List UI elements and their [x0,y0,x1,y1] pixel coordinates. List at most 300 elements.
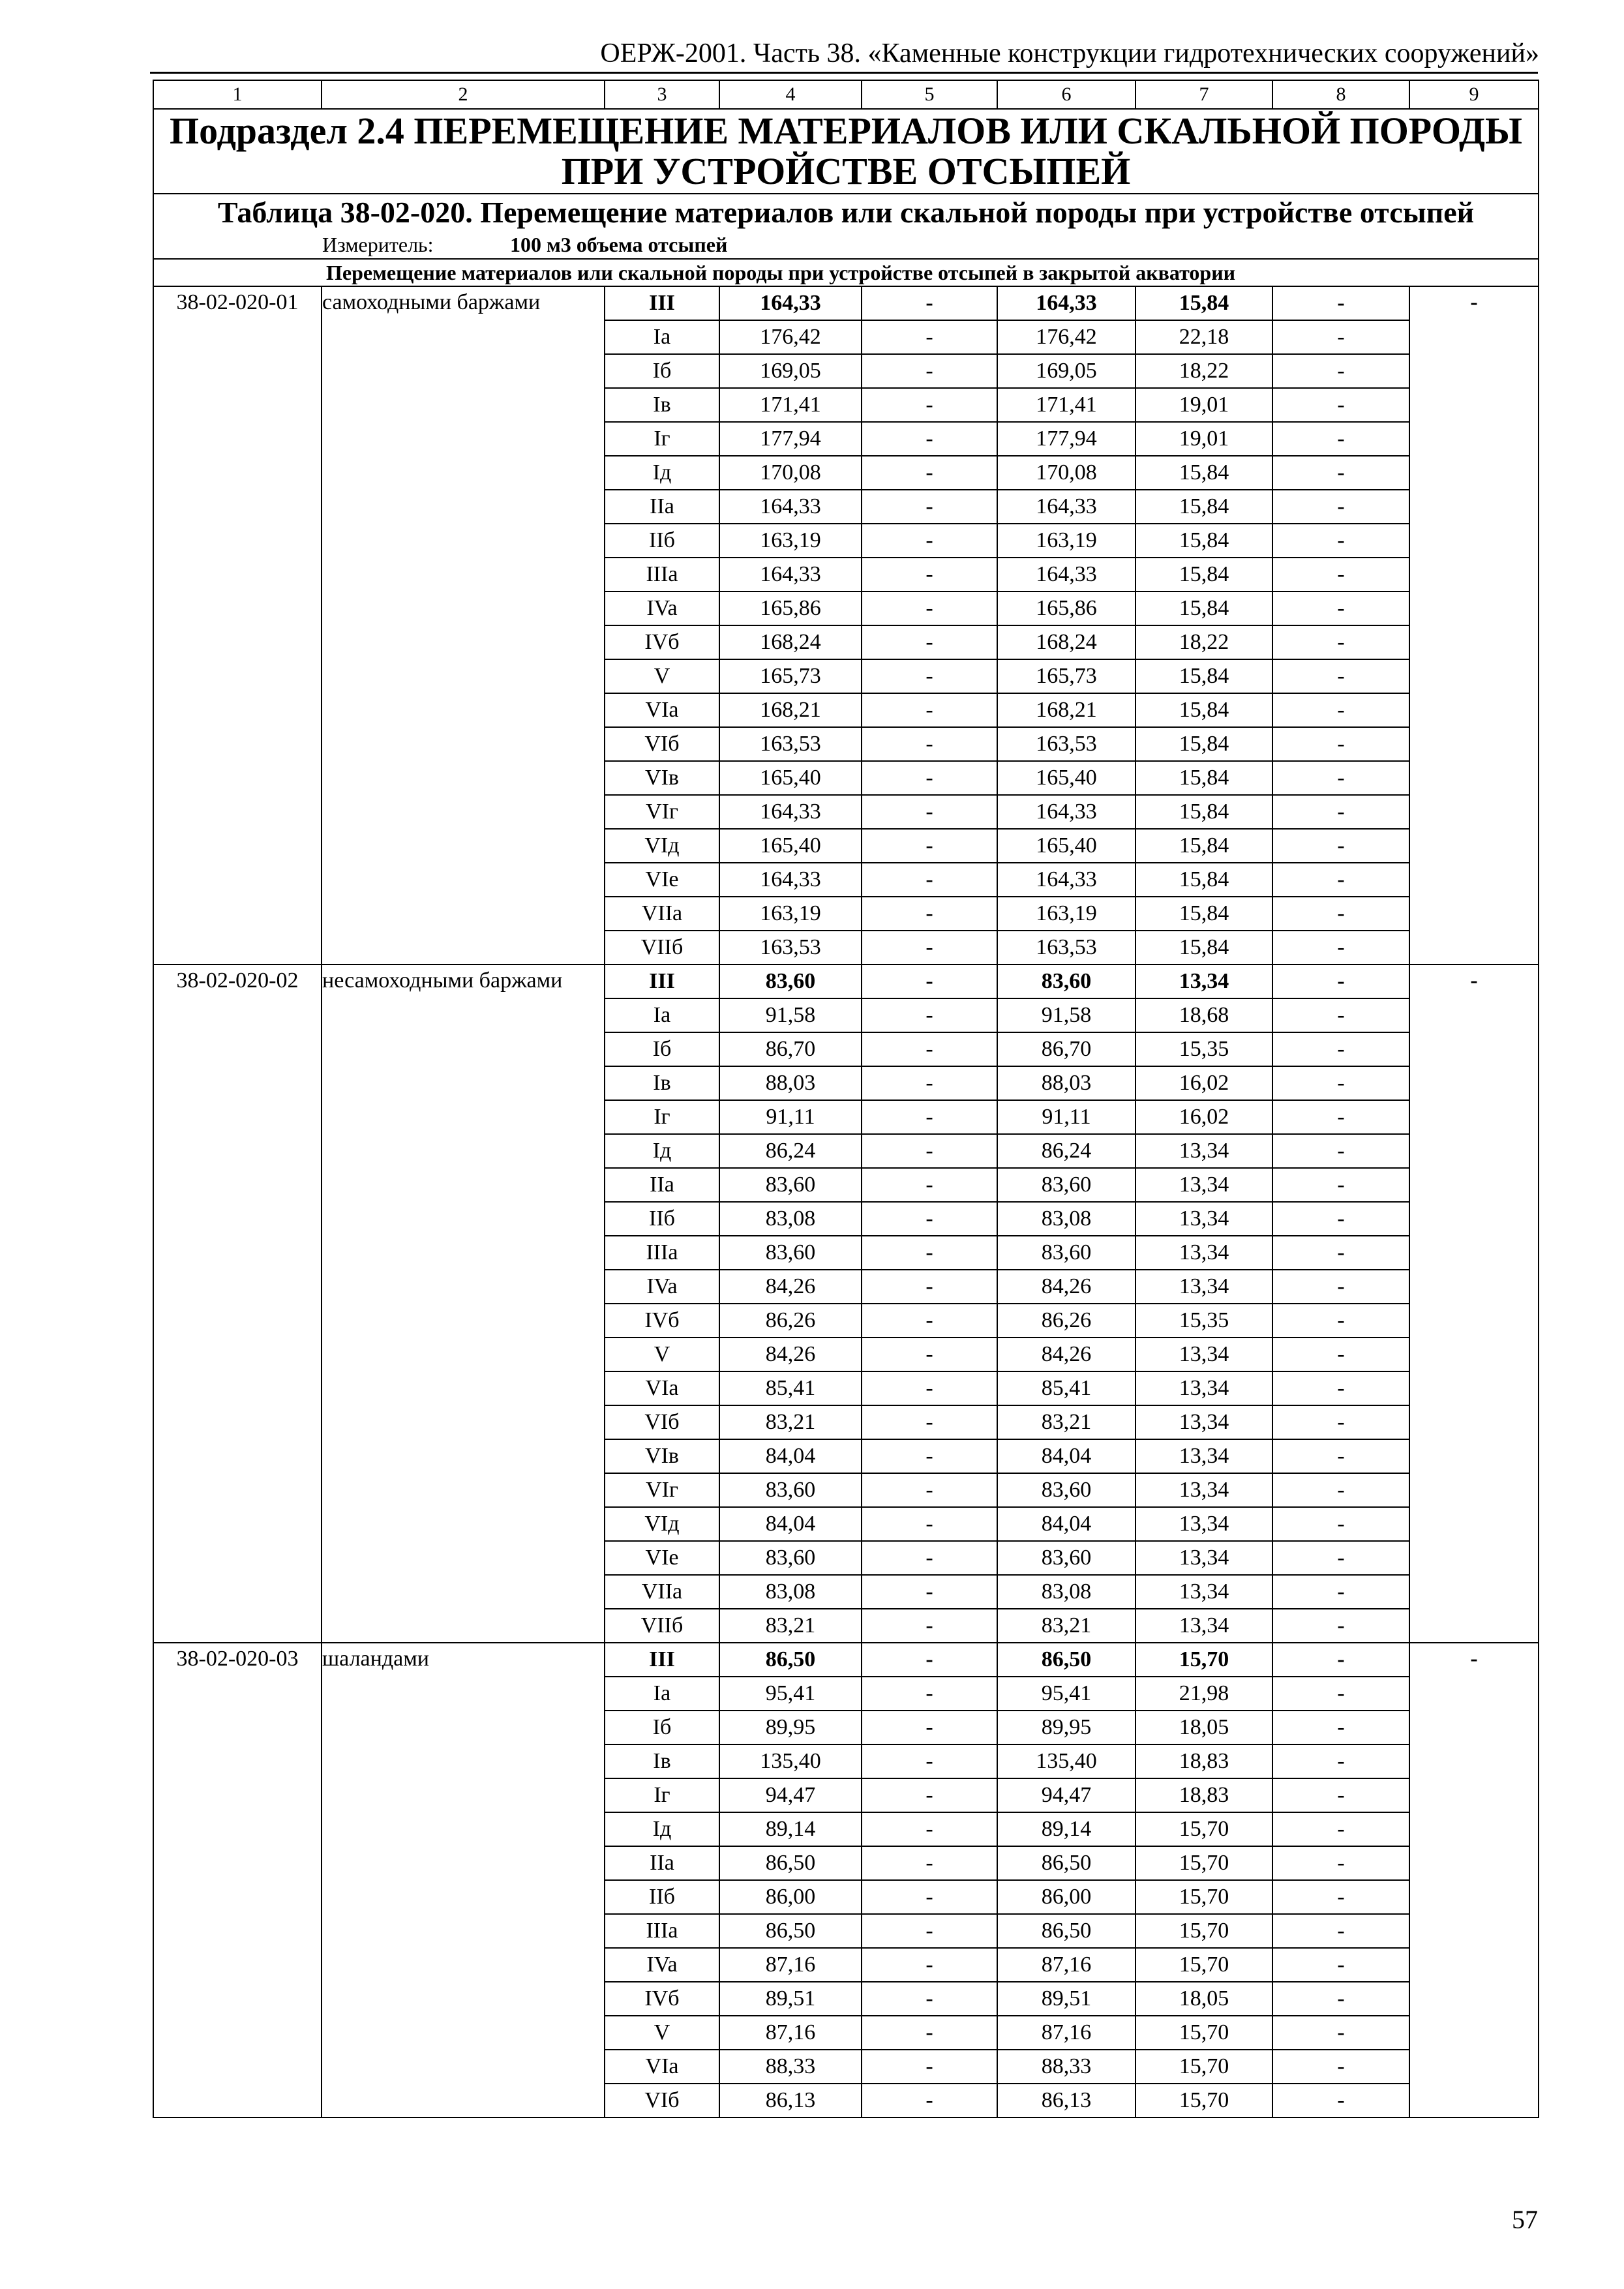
machine-cost: 165,86 [997,591,1135,625]
materials-cost: - [1272,1541,1409,1575]
labor-cost: - [862,1371,997,1405]
operator-wage: 13,34 [1135,1202,1272,1236]
machine-cost: 86,00 [997,1880,1135,1914]
table-title: Таблица 38-02-020. Перемещение материалов или скальной породы при устройстве отсыпей [153,194,1539,231]
materials-cost: - [1272,1575,1409,1609]
materials-cost: - [1272,1066,1409,1100]
materials-cost: - [1272,1270,1409,1304]
operator-wage: 18,05 [1135,1982,1272,2016]
machine-cost: 83,60 [997,1168,1135,1202]
soil-category: VIб [605,727,719,761]
machine-cost: 171,41 [997,388,1135,422]
total-cost: 163,53 [719,931,862,965]
total-cost: 83,60 [719,1168,862,1202]
machine-cost: 164,33 [997,490,1135,524]
total-cost: 89,95 [719,1711,862,1744]
operator-wage: 15,70 [1135,2050,1272,2084]
soil-category: IVб [605,1304,719,1338]
soil-category: Iг [605,1778,719,1812]
labor-cost: - [862,693,997,727]
total-cost: 86,50 [719,1846,862,1880]
machine-cost: 163,53 [997,727,1135,761]
labor-cost: - [862,1270,997,1304]
materials-cost: - [1272,320,1409,354]
unit-value: 100 м3 объема отсыпей [510,233,728,256]
soil-category: Iб [605,1711,719,1744]
total-cost: 163,19 [719,524,862,558]
soil-category: IIб [605,524,719,558]
rate-code: 38-02-020-02 [153,965,322,1643]
rate-code: 38-02-020-01 [153,286,322,965]
total-cost: 95,41 [719,1677,862,1711]
total-cost: 86,26 [719,1304,862,1338]
soil-category: Iв [605,388,719,422]
soil-category: VIa [605,693,719,727]
header-rule [150,72,1538,74]
total-cost: 83,21 [719,1405,862,1439]
total-cost: 170,08 [719,456,862,490]
machine-cost: 164,33 [997,863,1135,897]
operator-wage: 18,68 [1135,998,1272,1032]
labor-cost: - [862,1948,997,1982]
machine-cost: 91,11 [997,1100,1135,1134]
soil-category: Iг [605,422,719,456]
labor-cost: - [862,1439,997,1473]
total-cost: 171,41 [719,388,862,422]
machine-cost: 135,40 [997,1744,1135,1778]
labor-cost: - [862,286,997,320]
materials-cost: - [1272,1677,1409,1711]
labor-cost: - [862,2084,997,2117]
machine-cost: 94,47 [997,1778,1135,1812]
soil-category: IIIa [605,1236,719,1270]
materials-cost: - [1272,1778,1409,1812]
materials-cost: - [1272,1711,1409,1744]
soil-category: Ia [605,1677,719,1711]
soil-category: IVб [605,625,719,659]
materials-cost: - [1272,795,1409,829]
operator-wage: 15,84 [1135,456,1272,490]
labor-cost: - [862,727,997,761]
materials-cost: - [1272,1134,1409,1168]
labor-cost: - [862,354,997,388]
soil-category: VIв [605,1439,719,1473]
labor-cost: - [862,829,997,863]
total-cost: 86,50 [719,1643,862,1677]
total-cost: 164,33 [719,795,862,829]
soil-category: Iд [605,1812,719,1846]
operator-wage: 13,34 [1135,1609,1272,1643]
total-cost: 163,19 [719,897,862,931]
materials-cost: - [1272,490,1409,524]
operator-wage: 15,84 [1135,727,1272,761]
operator-wage: 15,84 [1135,863,1272,897]
soil-category: IIб [605,1880,719,1914]
rate-name: самоходными баржами [322,286,605,965]
page-number: 57 [1512,2205,1538,2234]
labor-cost: - [862,1744,997,1778]
soil-category: V [605,2016,719,2050]
soil-category: IIa [605,1168,719,1202]
materials-cost: - [1272,558,1409,591]
materials-cost: - [1272,659,1409,693]
machine-cost: 165,40 [997,761,1135,795]
column-number: 9 [1409,80,1539,109]
table-row [153,1643,1539,1677]
materials-cost: - [1272,1880,1409,1914]
soil-category: VIa [605,2050,719,2084]
operator-wage: 22,18 [1135,320,1272,354]
labor-cost: - [862,591,997,625]
soil-category: VIд [605,1507,719,1541]
materials-cost: - [1272,1236,1409,1270]
labor-cost: - [862,1643,997,1677]
labor-cost: - [862,1338,997,1371]
machine-cost: 165,73 [997,659,1135,693]
machine-cost: 163,19 [997,524,1135,558]
machine-cost: 88,03 [997,1066,1135,1100]
machine-cost: 86,50 [997,1846,1135,1880]
materials-cost: - [1272,1371,1409,1405]
total-cost: 164,33 [719,490,862,524]
machine-cost: 177,94 [997,422,1135,456]
total-cost: 83,08 [719,1575,862,1609]
operator-wage: 13,34 [1135,1270,1272,1304]
operator-wage: 15,84 [1135,659,1272,693]
labor-cost: - [862,1914,997,1948]
operator-wage: 15,84 [1135,558,1272,591]
total-cost: 86,00 [719,1880,862,1914]
materials-cost: - [1272,591,1409,625]
soil-category: VIб [605,2084,719,2117]
operator-wage: 15,35 [1135,1304,1272,1338]
labor-cost: - [862,1609,997,1643]
materials-cost: - [1272,1914,1409,1948]
machine-cost: 86,13 [997,2084,1135,2117]
labor-cost: - [862,1032,997,1066]
soil-category: Iб [605,354,719,388]
materials-cost: - [1272,1100,1409,1134]
labor-cost: - [862,863,997,897]
materials-cost: - [1272,931,1409,965]
machine-cost: 89,51 [997,1982,1135,2016]
operator-wage: 15,84 [1135,693,1272,727]
soil-category: VIIб [605,931,719,965]
total-cost: 86,70 [719,1032,862,1066]
soil-category: Ia [605,998,719,1032]
labor-cost: - [862,1846,997,1880]
labor-cost: - [862,490,997,524]
section-title: Перемещение материалов или скальной породы при устройстве отсыпей в закрытой акватории [326,261,1236,284]
operator-wage: 15,84 [1135,931,1272,965]
table-title-row [153,194,1539,231]
materials-cost: - [1272,1202,1409,1236]
machine-cost: 168,24 [997,625,1135,659]
column-number-row [153,80,1539,109]
operator-wage: 13,34 [1135,1371,1272,1405]
operator-wage: 15,84 [1135,795,1272,829]
soil-category: V [605,1338,719,1371]
total-cost: 83,60 [719,965,862,998]
total-cost: 87,16 [719,1948,862,1982]
labor-cost: - [862,795,997,829]
total-cost: 169,05 [719,354,862,388]
operator-wage: 15,84 [1135,897,1272,931]
machine-cost: 169,05 [997,354,1135,388]
machine-cost: 84,04 [997,1507,1135,1541]
total-cost: 168,24 [719,625,862,659]
operator-wage: 13,34 [1135,1575,1272,1609]
column-number: 4 [719,80,862,109]
materials-cost: - [1272,1643,1409,1677]
materials-cost: - [1272,693,1409,727]
machine-cost: 89,14 [997,1812,1135,1846]
total-cost: 165,86 [719,591,862,625]
labor-cost: - [862,1812,997,1846]
operator-wage: 15,84 [1135,286,1272,320]
machine-cost: 83,60 [997,965,1135,998]
labor-cost: - [862,388,997,422]
materials-cost: - [1272,625,1409,659]
total-cost: 177,94 [719,422,862,456]
total-cost: 84,04 [719,1507,862,1541]
total-cost: 165,40 [719,829,862,863]
operator-wage: 15,84 [1135,829,1272,863]
operator-wage: 15,70 [1135,1643,1272,1677]
operator-wage: 19,01 [1135,388,1272,422]
machine-cost: 86,70 [997,1032,1135,1066]
materials-cost: - [1272,354,1409,388]
column-9-value: - [1409,1643,1539,2117]
materials-cost: - [1272,422,1409,456]
operator-wage: 18,83 [1135,1778,1272,1812]
materials-cost: - [1272,388,1409,422]
operator-wage: 19,01 [1135,422,1272,456]
machine-cost: 95,41 [997,1677,1135,1711]
column-number: 8 [1272,80,1409,109]
soil-category: IIб [605,1202,719,1236]
soil-category: Iв [605,1066,719,1100]
soil-category: VIIa [605,1575,719,1609]
total-cost: 83,08 [719,1202,862,1236]
machine-cost: 84,26 [997,1338,1135,1371]
machine-cost: 163,19 [997,897,1135,931]
operator-wage: 13,34 [1135,1338,1272,1371]
operator-wage: 15,70 [1135,1846,1272,1880]
operator-wage: 15,84 [1135,524,1272,558]
labor-cost: - [862,897,997,931]
total-cost: 163,53 [719,727,862,761]
operator-wage: 15,70 [1135,2016,1272,2050]
machine-cost: 85,41 [997,1371,1135,1405]
materials-cost: - [1272,1982,1409,2016]
machine-cost: 163,53 [997,931,1135,965]
soil-category: IIIa [605,1914,719,1948]
column-number: 1 [153,80,322,109]
machine-cost: 91,58 [997,998,1135,1032]
table-row [153,286,1539,320]
labor-cost: - [862,456,997,490]
labor-cost: - [862,1778,997,1812]
total-cost: 164,33 [719,558,862,591]
soil-category: VIe [605,1541,719,1575]
total-cost: 86,50 [719,1914,862,1948]
labor-cost: - [862,761,997,795]
labor-cost: - [862,998,997,1032]
labor-cost: - [862,1575,997,1609]
total-cost: 168,21 [719,693,862,727]
operator-wage: 18,22 [1135,625,1272,659]
labor-cost: - [862,965,997,998]
operator-wage: 21,98 [1135,1677,1272,1711]
materials-cost: - [1272,727,1409,761]
column-number: 5 [862,80,997,109]
operator-wage: 15,84 [1135,490,1272,524]
labor-cost: - [862,1168,997,1202]
machine-cost: 83,08 [997,1575,1135,1609]
operator-wage: 13,34 [1135,1541,1272,1575]
labor-cost: - [862,659,997,693]
machine-cost: 88,33 [997,2050,1135,2084]
labor-cost: - [862,1473,997,1507]
total-cost: 83,21 [719,1609,862,1643]
machine-cost: 83,60 [997,1541,1135,1575]
total-cost: 91,58 [719,998,862,1032]
soil-category: IIa [605,1846,719,1880]
column-9-value: - [1409,965,1539,1643]
total-cost: 84,26 [719,1270,862,1304]
total-cost: 164,33 [719,863,862,897]
labor-cost: - [862,422,997,456]
operator-wage: 15,70 [1135,1948,1272,1982]
total-cost: 86,24 [719,1134,862,1168]
unit-row [153,231,1539,259]
total-cost: 91,11 [719,1100,862,1134]
labor-cost: - [862,524,997,558]
machine-cost: 168,21 [997,693,1135,727]
materials-cost: - [1272,524,1409,558]
materials-cost: - [1272,761,1409,795]
soil-category: VIг [605,795,719,829]
machine-cost: 87,16 [997,2016,1135,2050]
soil-category: IIIa [605,558,719,591]
machine-cost: 83,21 [997,1609,1135,1643]
labor-cost: - [862,931,997,965]
total-cost: 88,03 [719,1066,862,1100]
machine-cost: 87,16 [997,1948,1135,1982]
soil-category: IVa [605,1270,719,1304]
labor-cost: - [862,625,997,659]
rate-name: несамоходными баржами [322,965,605,1643]
labor-cost: - [862,1677,997,1711]
subsection-title: Подраздел 2.4 ПЕРЕМЕЩЕНИЕ МАТЕРИАЛОВ ИЛИ СКАЛЬНОЙ ПОРОДЫ ПРИ УСТРОЙСТВЕ ОТСЫПЕЙ [153,109,1539,194]
soil-category: III [605,1643,719,1677]
soil-category: Ia [605,320,719,354]
machine-cost: 86,50 [997,1914,1135,1948]
unit-label: Измеритель: [322,233,434,256]
materials-cost: - [1272,1473,1409,1507]
soil-category: Iд [605,456,719,490]
materials-cost: - [1272,1405,1409,1439]
materials-cost: - [1272,1338,1409,1371]
column-number: 7 [1135,80,1272,109]
machine-cost: 86,24 [997,1134,1135,1168]
total-cost: 89,14 [719,1812,862,1846]
operator-wage: 13,34 [1135,1236,1272,1270]
operator-wage: 16,02 [1135,1100,1272,1134]
soil-category: IVa [605,1948,719,1982]
soil-category: VIб [605,1405,719,1439]
labor-cost: - [862,1711,997,1744]
materials-cost: - [1272,1609,1409,1643]
operator-wage: 13,34 [1135,1439,1272,1473]
machine-cost: 176,42 [997,320,1135,354]
operator-wage: 15,70 [1135,2084,1272,2117]
table-row [153,965,1539,998]
machine-cost: 84,26 [997,1270,1135,1304]
labor-cost: - [862,1066,997,1100]
labor-cost: - [862,320,997,354]
materials-cost: - [1272,998,1409,1032]
rate-name: шаландами [322,1643,605,2117]
materials-cost: - [1272,1304,1409,1338]
machine-cost: 86,50 [997,1643,1135,1677]
total-cost: 87,16 [719,2016,862,2050]
total-cost: 84,04 [719,1439,862,1473]
total-cost: 84,26 [719,1338,862,1371]
machine-cost: 164,33 [997,795,1135,829]
soil-category: VIг [605,1473,719,1507]
total-cost: 94,47 [719,1778,862,1812]
soil-category: VIe [605,863,719,897]
rate-code: 38-02-020-03 [153,1643,322,2117]
labor-cost: - [862,1236,997,1270]
soil-category: III [605,286,719,320]
machine-cost: 165,40 [997,829,1135,863]
section-row [153,259,1539,286]
soil-category: VIд [605,829,719,863]
column-number: 2 [322,80,605,109]
materials-cost: - [1272,1032,1409,1066]
operator-wage: 15,84 [1135,591,1272,625]
labor-cost: - [862,1134,997,1168]
materials-cost: - [1272,1507,1409,1541]
materials-cost: - [1272,1846,1409,1880]
machine-cost: 83,08 [997,1202,1135,1236]
materials-cost: - [1272,2084,1409,2117]
machine-cost: 83,21 [997,1405,1135,1439]
total-cost: 86,13 [719,2084,862,2117]
materials-cost: - [1272,1744,1409,1778]
labor-cost: - [862,2050,997,2084]
materials-cost: - [1272,965,1409,998]
total-cost: 135,40 [719,1744,862,1778]
materials-cost: - [1272,1439,1409,1473]
labor-cost: - [862,2016,997,2050]
subsection-title-row [153,109,1539,194]
rates-table [153,80,1539,2118]
soil-category: Iв [605,1744,719,1778]
operator-wage: 15,35 [1135,1032,1272,1066]
labor-cost: - [862,1405,997,1439]
operator-wage: 13,34 [1135,1473,1272,1507]
soil-category: VIв [605,761,719,795]
machine-cost: 83,60 [997,1236,1135,1270]
column-number: 6 [997,80,1135,109]
operator-wage: 16,02 [1135,1066,1272,1100]
soil-category: Iг [605,1100,719,1134]
materials-cost: - [1272,1812,1409,1846]
